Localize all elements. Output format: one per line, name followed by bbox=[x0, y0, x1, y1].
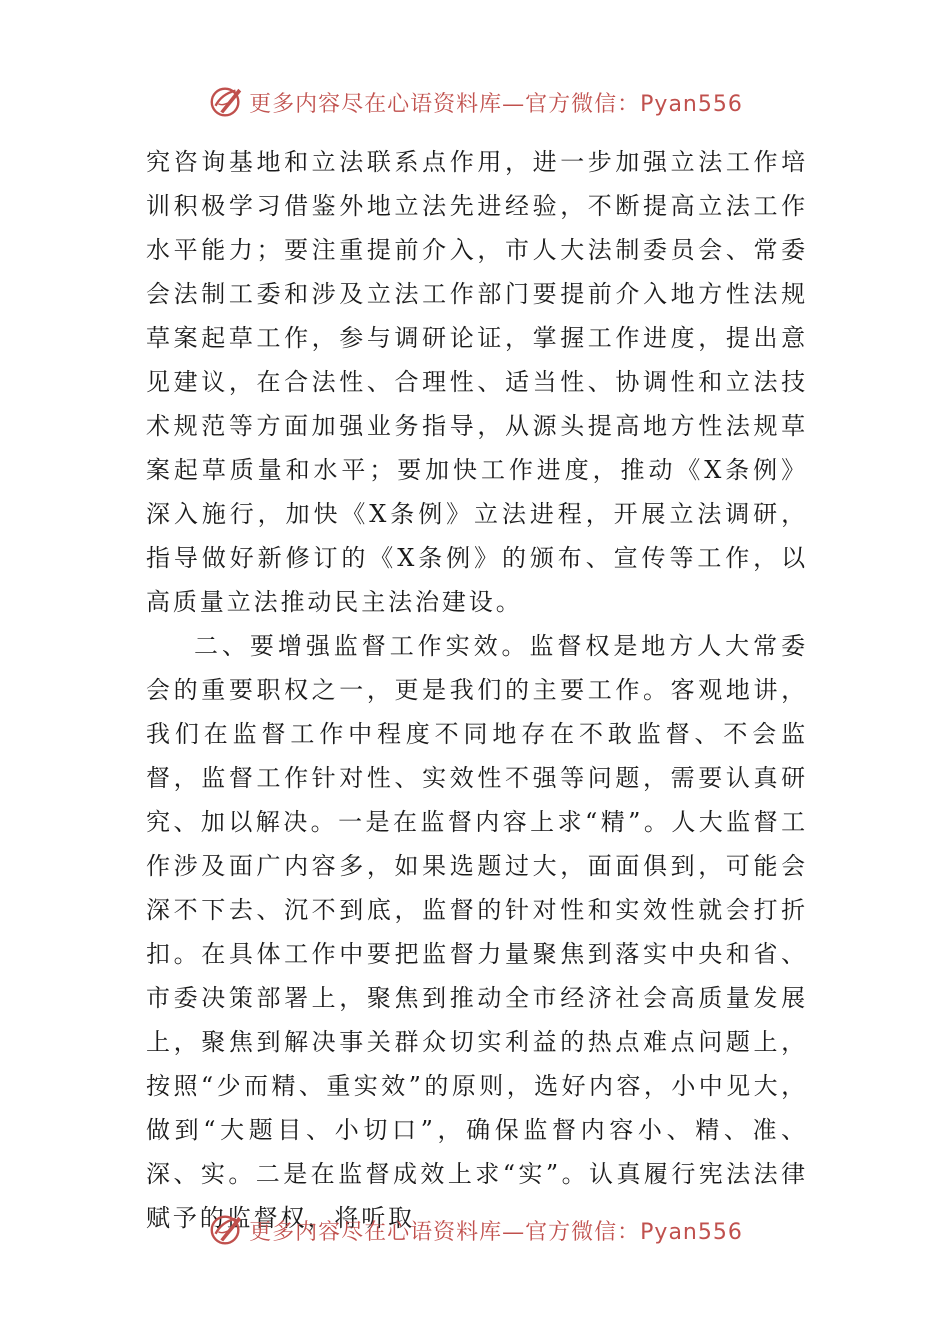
watermark-handle: Pyan556 bbox=[640, 91, 743, 117]
pen-circle-icon bbox=[207, 1211, 245, 1249]
paragraph-section-two: 二、要增强监督工作实效。监督权是地方人大常委会的重要职权之一，更是我们的主要工作。客观地讲，我们在监督工作中程度不同地存在不敢监督、不会监督，监督工作针对性、实效性不强等问题，需要认真研究、加以解决。一是在监督内容上求“精”。人大监督工作涉及面广内容多，如果选题过大，面面俱到，可能会深不下去、沉不到底，监督的针对性和实效性就会打折扣。在具体工作中要把监督力量聚焦到落实中央和省、市委决策部署上，聚焦到推动全市经济社会高质量发展上，聚焦到解决事关群众切实利益的热点难点问题上，按照“少而精、重实效”的原则，选好内容，小中见大，做到“大题目、小切口”，确保监督内容小、精、准、深、实。二是在监督成效上求“实”。认真履行宪法法律赋予的监督权，将听取 bbox=[146, 632, 808, 1232]
watermark-footer bbox=[0, 1210, 950, 1250]
watermark-handle: Pyan556 bbox=[640, 1219, 743, 1245]
watermark-text: 更多内容尽在心语资料库—官方微信： bbox=[249, 1219, 641, 1245]
pen-circle-icon bbox=[207, 83, 245, 121]
paragraph-continued: 究咨询基地和立法联系点作用，进一步加强立法工作培训积极学习借鉴外地立法先进经验，不断提高立法工作水平能力；要注重提前介入，市人大法制委员会、常委会法制工委和涉及立法工作部门要提前介入地方性法规草案起草工作，参与调研论证，掌握工作进度，提出意见建议，在合法性、合理性、适当性、协调性和立法技术规范等方面加强业务指导，从源头提高地方性法规草案起草质量和水平；要加快工作进度，推动《X条例》深入施行，加快《X条例》立法进程，开展立法调研，指导做好新修订的《X条例》的颁布、宣传等工作，以高质量立法推动民主法治建设。 bbox=[146, 148, 808, 616]
watermark-text: 更多内容尽在心语资料库—官方微信： bbox=[249, 91, 641, 117]
document-body bbox=[146, 140, 808, 1240]
watermark-header bbox=[0, 82, 950, 122]
